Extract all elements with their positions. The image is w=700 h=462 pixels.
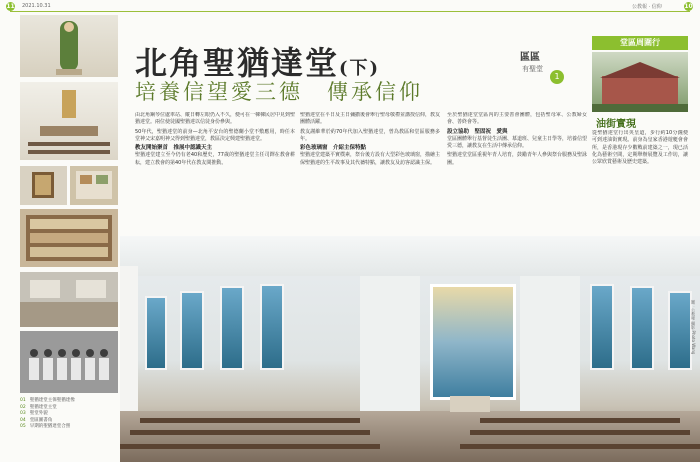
section-label: 公教報 · 信仰 [632,4,662,10]
photo-captions [20,398,118,431]
series-badge: 區區 有聖堂 1 [520,48,572,88]
badge-number-icon: 1 [550,70,564,84]
classroom-photo [20,272,118,327]
section-heading: 彩色玻璃窗 介紹主保特點 [300,145,367,152]
body-column-1: 由北角鋼琴位處車站、縱日轉左眼仍入不久，便可在一棟棟民居中見到聖猶達堂。兩位使徒國聖猶達以信徒身份參與。 50年代，聖猶達堂的前身—北角平安台的聖德蘭小堂不敷應用，時任本堂神父宋嘉明神父得到聖猶達堂，教區決定興建聖猶達堂。 教友開始聚首 推展中認識天主 聖猶達堂建立至今仍有老40和歷史，77歲的聖猶達堂主任司鐸在教會耕耘，建立教會的第40年代在教友間推動。 [135,112,295,166]
article-subtitle: 培養信望愛三德 傳承信仰 [135,80,423,104]
article-title: 北角聖猶達堂(下) [135,44,381,82]
photo-credit: 圖：公教報 攝影 Photo Wang [691,300,696,355]
left-page-number: 11 [6,3,15,10]
right-page-number: 10 [684,3,693,10]
bulletin-photo [70,166,118,205]
caption-item: 05 早期的聖猶達堂合照 [20,424,71,429]
header-divider [10,11,690,12]
oil-street-photo [592,52,688,112]
chapel-interior-photo [20,82,118,160]
sidebar-title: 油街實現 [596,119,636,130]
section-heading: 設立協助 堅固祝 愛與 [447,128,508,135]
library-photo [20,209,118,267]
body-column-3: 至於聖猶達堂堂區內的主要善會團體，包括聖母軍、公教婦女會、善終會等。 設立協助 堅固祝 愛與 堂區團體舉行基督徒生活團、慕道班、兒童主日學等，培養信望愛三德，讓教友在生活中傳承信仰。 聖猶達堂堂區重視年青人培育，鼓勵青年人參與祭台服務及聖詠團。 [447,112,587,166]
body-column-2: 聖猶達堂在平日及主日彌撒後會舉行聖母敬禮並講授信仰，教友團體活躍。 教友謝維華於約70年代加入聖猶達堂，曾為教區和堂區服務多年。 彩色玻璃窗 介紹主保特點 聖猶達堂建築平實樸素，祭台後方設有大型彩色玻璃窗，描繪主保聖猶達的生平故事及其代禱特點，讓教友及訪客認識主保。 [300,112,440,166]
caption-item: 04 堂區圖書角 [20,417,53,423]
sidebar-text: 從聖猶達堂行出英皇道，步行約10分鐘便可到達油街實現。前身為皇家香港遊艇會會所，是香港現存少數戰前建築之一，現已活化為藝術空間，定期舉辦展覽及工作坊，讓公眾欣賞藝術及歷史建築。 [592,130,688,166]
caption-item: 01 聖猶達堂主保聖猶達像 [20,398,75,403]
chapel-main-photo [120,236,700,462]
issue-date: 2021.10.31 [22,3,51,9]
caption-item: 03 聖堂外貌 [20,411,48,416]
historic-group-photo [20,331,118,393]
wall-frame-photo [20,166,67,205]
caption-item: 02 聖猶達堂主堂 [20,404,57,410]
statue-photo [20,15,118,77]
sidebar-heading: 堂區周圍行 [592,36,688,50]
section-heading: 教友開始聚首 推展中認識天主 [135,145,213,152]
